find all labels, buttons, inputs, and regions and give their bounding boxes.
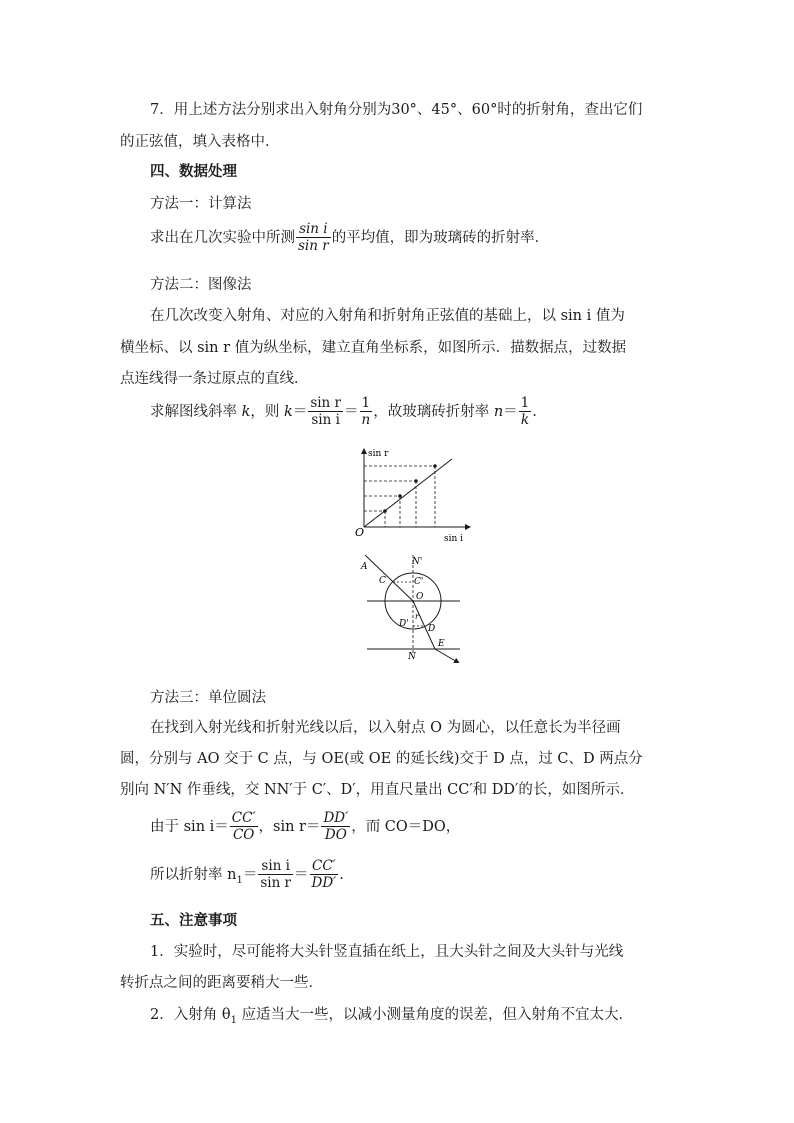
slope-frac-3 bbox=[519, 395, 532, 429]
method3-line1: 在找到入射光线和折射光线以后，以入射点 O 为圆心，以任意长为半径画 bbox=[150, 720, 621, 736]
label-D-prime: D' bbox=[399, 619, 409, 629]
eq1-text-a: 由于 sin i＝ bbox=[150, 819, 229, 835]
eq2-text-a: 所以折射率 n bbox=[150, 867, 237, 883]
method1-fraction bbox=[296, 221, 331, 255]
unit-circle-figure bbox=[355, 551, 470, 663]
frac1-num: sin r bbox=[310, 395, 341, 411]
slope-eq: ＝ bbox=[292, 404, 308, 420]
slope-k: k bbox=[241, 404, 251, 420]
eq2-frac2-den: DD′ bbox=[311, 875, 337, 891]
slope-text-c: ，故玻璃砖折射率 bbox=[373, 404, 494, 420]
method1-text-before: 求出在几次实验中所测 bbox=[150, 230, 295, 246]
eq1-frac2-num: DD′ bbox=[323, 810, 349, 826]
note2-sub: 1 bbox=[230, 1014, 237, 1026]
step7-line2: 的正弦值，填入表格中． bbox=[120, 134, 280, 150]
label-N-prime: N' bbox=[412, 557, 423, 567]
slope-eq2: ＝ bbox=[344, 404, 359, 420]
label-C-prime: C' bbox=[414, 577, 424, 587]
frac3-num: 1 bbox=[520, 395, 530, 411]
eq2-frac1-num: sin i bbox=[258, 858, 293, 875]
emergent-ray bbox=[435, 649, 459, 663]
graph-origin: O bbox=[355, 526, 365, 539]
method2-title: 方法二：图像法 bbox=[150, 277, 252, 293]
label-r: r bbox=[415, 612, 419, 621]
note1-line2: 转折点之间的距离要稍大一些． bbox=[120, 975, 323, 991]
method2-line3: 点连线得一条过原点的直线． bbox=[120, 371, 309, 387]
graph-x-label: sin i bbox=[444, 534, 464, 544]
method3-equation2 bbox=[150, 858, 344, 892]
method2-slope-equation bbox=[150, 395, 537, 429]
eq1-frac1 bbox=[230, 810, 258, 844]
method2-line2: 横坐标、以 sin r 值为纵坐标，建立直角坐标系，如图所示．描数据点，过数据 bbox=[120, 340, 627, 356]
slope-frac-1 bbox=[308, 395, 343, 429]
slope-n: n bbox=[493, 404, 504, 420]
slope-text-a: 求解图线斜率 bbox=[150, 404, 242, 420]
eq1-text-c: ，而 CO＝DO， bbox=[351, 819, 461, 835]
incident-ray bbox=[365, 555, 413, 601]
eq2-sub: 1 bbox=[236, 874, 243, 886]
graph-y-label: sin r bbox=[368, 449, 389, 459]
data-point bbox=[414, 479, 418, 483]
data-point bbox=[398, 494, 402, 498]
note2 bbox=[150, 1003, 633, 1026]
frac1-den: sin i bbox=[311, 412, 340, 428]
method3-title: 方法三：单位圆法 bbox=[150, 690, 266, 706]
sin-graph bbox=[340, 445, 480, 545]
note2-text-a: 2．入射角 θ bbox=[150, 1007, 231, 1023]
eq2-eq: ＝ bbox=[242, 867, 258, 883]
frac2-den: n bbox=[361, 412, 371, 428]
eq1-frac1-den: CO bbox=[232, 827, 255, 843]
section4-title: 四、数据处理 bbox=[150, 163, 237, 180]
eq2-eq2: ＝ bbox=[294, 867, 309, 883]
label-D: D bbox=[428, 624, 436, 634]
label-E: E bbox=[438, 639, 445, 649]
label-C: C bbox=[379, 576, 386, 586]
eq2-frac2 bbox=[310, 858, 339, 892]
method3-line3: 别向 N′N 作垂线，交 NN′于 C′、D′，用直尺量出 CC′和 DD′的长，如图所示． bbox=[120, 782, 635, 798]
label-O: O bbox=[416, 592, 424, 602]
section5-title: 五、注意事项 bbox=[150, 912, 237, 929]
label-N: N bbox=[408, 652, 416, 662]
method1-text-after: 的平均值，即为玻璃砖的折射率． bbox=[331, 230, 550, 246]
step7-line1: 7．用上述方法分别求出入射角分别为30°、45°、60°时的折射角，查出它们 bbox=[150, 102, 643, 118]
label-A: A bbox=[361, 562, 368, 572]
note2-text-b: 应适当大一些，以减小测量角度的误差，但入射角不宜太大． bbox=[236, 1007, 634, 1023]
slope-frac-2 bbox=[360, 395, 373, 429]
note1-line1: 1．实验时，尽可能将大头针竖直插在纸上，且大头针之间及大头针与光线 bbox=[150, 944, 624, 960]
eq1-frac2-den: DO bbox=[324, 827, 347, 843]
fit-line bbox=[364, 459, 452, 527]
method1-title: 方法一：计算法 bbox=[150, 196, 252, 212]
data-point bbox=[383, 509, 387, 513]
method1-sentence bbox=[150, 221, 549, 255]
eq1-frac2 bbox=[321, 810, 350, 844]
method2-line1: 在几次改变入射角、对应的入射角和折射角正弦值的基础上，以 sin i 值为 bbox=[150, 308, 625, 324]
data-point bbox=[433, 464, 437, 468]
slope-k2: k bbox=[284, 404, 293, 420]
method1-frac-num: sin i bbox=[296, 221, 331, 238]
frac3-den: k bbox=[520, 412, 530, 428]
slope-period: . bbox=[532, 404, 537, 420]
eq2-end: . bbox=[339, 867, 344, 883]
eq2-frac1-den: sin r bbox=[260, 875, 292, 891]
method1-frac-den: sin r bbox=[298, 238, 329, 254]
eq2-frac1 bbox=[258, 858, 293, 892]
slope-eq3: ＝ bbox=[503, 404, 518, 420]
eq1-text-b: ，sin r＝ bbox=[258, 819, 321, 835]
method3-line2: 圆，分别与 AO 交于 C 点，与 OE(或 OE 的延长线)交于 D 点，过 C、D 两点分 bbox=[120, 751, 643, 767]
frac2-num: 1 bbox=[360, 395, 373, 412]
eq1-frac1-num: CC′ bbox=[231, 810, 256, 826]
method3-equation1 bbox=[150, 810, 460, 844]
eq2-frac2-num: CC′ bbox=[310, 858, 339, 875]
slope-text-b: ，则 bbox=[250, 404, 285, 420]
